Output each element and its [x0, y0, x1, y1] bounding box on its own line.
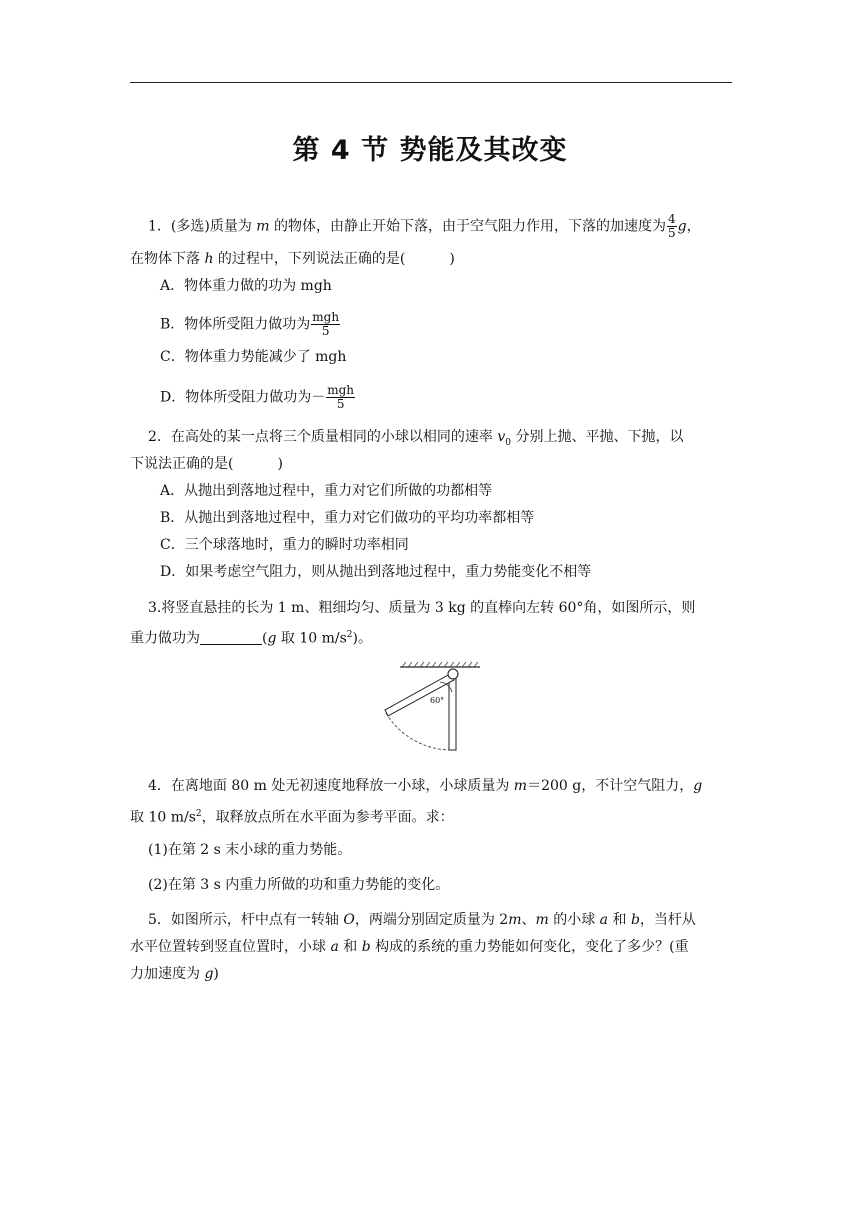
q1-line1: 1．(多选)质量为 m 的物体，由静止开始下落，由于空气阻力作用，下落的加速度为 $\frac{4}{5}$ g， [148, 212, 701, 240]
q3-line1: 3.将竖直悬挂的长为 1 m、粗细均匀、质量为 3 kg 的直棒向左转 60°角，如图所示，则 [148, 600, 696, 616]
q2-line2: 下说法正确的是( ) [130, 456, 283, 472]
q1-fraction: $\frac{4}{5}$ [668, 212, 676, 240]
angle-label: 60° [430, 696, 445, 705]
q4-line2: 取 10 $m/s^2$，取释放点所在水平面为参考平面。求： [130, 809, 454, 826]
swing-arc [386, 713, 452, 750]
page-title: 第 4 节 势能及其改变 [292, 135, 568, 166]
q2-option-d: D．如果考虑空气阻力，则从抛出到落地过程中，重力势能变化不相等 [160, 564, 592, 580]
q3-line2: 重力做功为 (g 取 10 $m/s^2$)。 [130, 630, 372, 647]
q4-part1: (1)在第 2 s 末小球的重力势能。 [148, 842, 352, 858]
q5-line2: 水平位置转到竖直位置时，小球 a 和 b 构成的系统的重力势能如何变化，变化了多少？(重 [130, 939, 689, 955]
q1-option-d: D．物体所受阻力做功为－ $\frac{\text{mgh}}{5}$ [160, 383, 355, 411]
q1-option-a: A．物体重力做的功为 mgh [160, 278, 332, 294]
q2-option-a: A．从抛出到落地过程中，重力对它们所做的功都相等 [160, 483, 493, 499]
ceiling-hatching [402, 662, 478, 667]
q2-line1: 2．在高处的某一点将三个质量相同的小球以相同的速率 $v_0$ 分别上抛、平抛、下抛，以 [148, 429, 684, 448]
header-rule [130, 82, 732, 83]
q2-option-b: B．从抛出到落地过程中，重力对它们做功的平均功率都相等 [160, 510, 535, 526]
rod-rotated [385, 674, 454, 716]
q5-line3: 力加速度为 g) [130, 966, 219, 982]
q1-option-c: C．物体重力势能减少了 mgh [160, 349, 347, 365]
answer-blank [200, 630, 262, 645]
pivot-circle [448, 669, 458, 679]
rod-rotation-diagram [378, 658, 482, 760]
q1-line2: 在物体下落 h 的过程中，下列说法正确的是( ) [130, 251, 455, 267]
q4-line1: 4．在离地面 80 m 处无初速度地释放一小球，小球质量为 m＝200 g，不计空气阻力，g [148, 778, 703, 794]
q1-option-b: B．物体所受阻力做功为 $\frac{\text{mgh}}{5}$ [160, 310, 340, 338]
q5-line1: 5．如图所示，杆中点有一转轴 O，两端分别固定质量为 2m、m 的小球 a 和 b，当杆从 [148, 912, 696, 928]
rod-vertical [449, 676, 456, 750]
q4-part2: (2)在第 3 s 内重力所做的功和重力势能的变化。 [148, 877, 450, 893]
q2-option-c: C．三个球落地时，重力的瞬时功率相同 [160, 537, 409, 553]
